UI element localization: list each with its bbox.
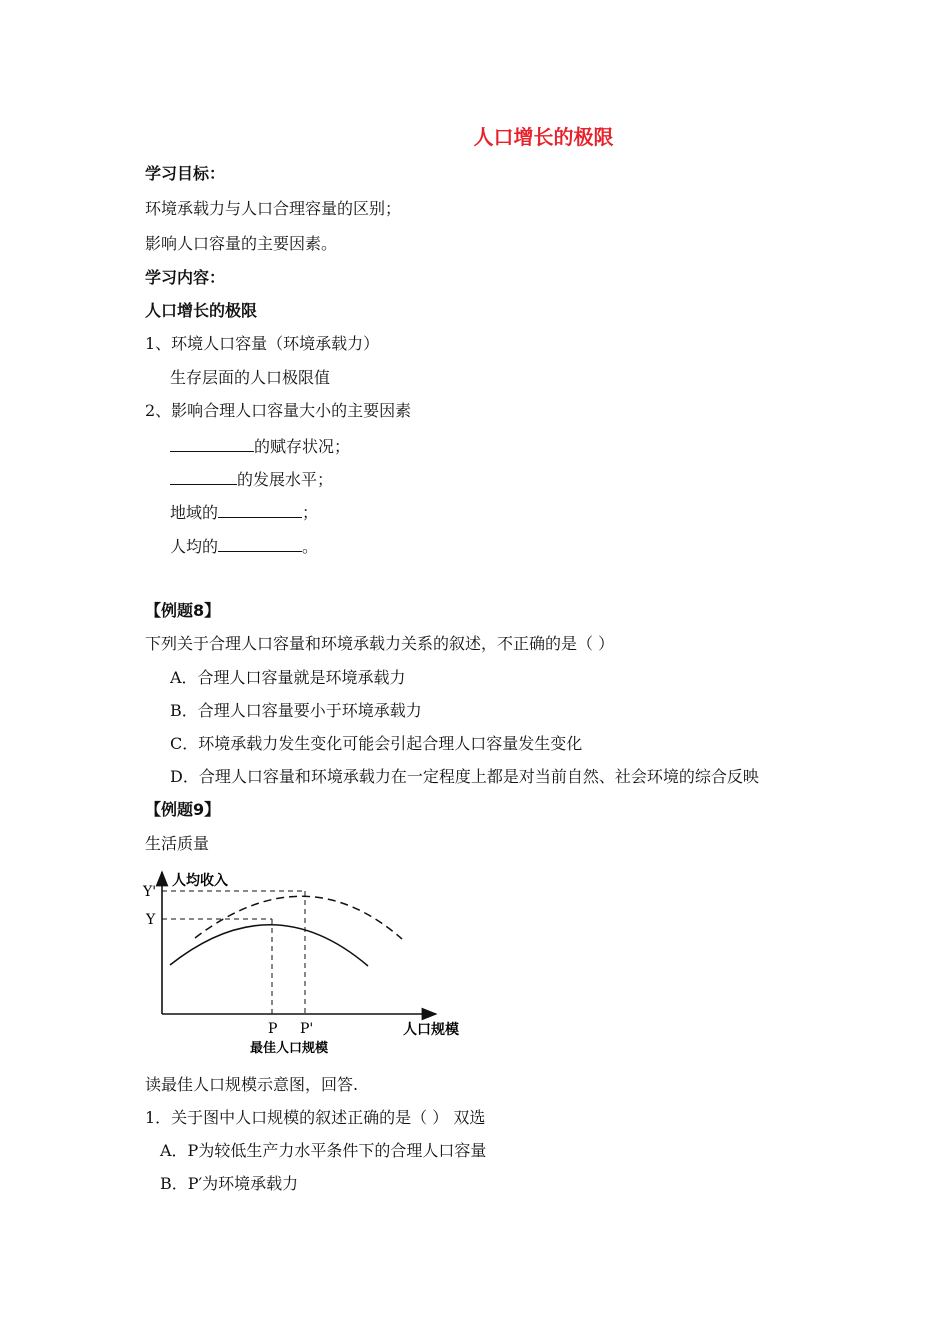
y-tick-label: Y xyxy=(146,912,156,928)
factor-suffix: 的发展水平； xyxy=(237,470,334,489)
option-d: D．合理人口容量和环境承载力在一定程度上都是对当前自然、社会环境的综合反映 xyxy=(170,767,759,786)
figure-caption: 最佳人口规模 xyxy=(250,1041,329,1056)
example-9-question: 1．关于图中人口规模的叙述正确的是（ ） 双选 xyxy=(145,1108,486,1127)
objectives-heading: 学习目标： xyxy=(145,164,226,183)
item-1-sub: 生存层面的人口极限值 xyxy=(170,368,331,387)
x-tick-label: P' xyxy=(300,1021,314,1037)
page-title: 人口增长的极限 xyxy=(473,125,614,149)
option-a: A．P为较低生产力水平条件下的合理人口容量 xyxy=(160,1141,487,1160)
option-c: C．环境承载力发生变化可能会引起合理人口容量发生变化 xyxy=(170,734,583,753)
factor-prefix: 地域的 xyxy=(170,503,219,522)
objective-item: 影响人口容量的主要因素。 xyxy=(145,234,338,253)
option-b: B．P′为环境承载力 xyxy=(160,1174,299,1193)
example-8-question: 下列关于合理人口容量和环境承载力关系的叙述，不正确的是（ ） xyxy=(145,634,615,653)
example-9-instruction: 读最佳人口规模示意图，回答. xyxy=(145,1075,359,1094)
factor-line xyxy=(170,535,318,557)
example-8-label: 【例题8】 xyxy=(145,601,221,620)
item-2: 2、影响合理人口容量大小的主要因素 xyxy=(145,401,412,420)
x-axis-label: 人口规模 xyxy=(403,1022,459,1038)
section-title: 人口增长的极限 xyxy=(145,301,258,320)
y-tick-label: Y' xyxy=(143,884,157,900)
factor-suffix: 的赋存状况； xyxy=(254,437,351,456)
y-axis-label: 人均收入 xyxy=(172,873,228,889)
example-9-label: 【例题9】 xyxy=(145,800,221,819)
fill-blank xyxy=(218,535,302,552)
fill-blank xyxy=(218,501,302,518)
factor-suffix: ； xyxy=(302,503,319,522)
example-9-intro: 生活质量 xyxy=(145,834,210,853)
option-b: B．合理人口容量要小于环境承载力 xyxy=(170,701,422,720)
fill-blank xyxy=(170,468,237,485)
option-a: A．合理人口容量就是环境承载力 xyxy=(170,668,406,687)
low-productivity-curve xyxy=(170,925,368,966)
content-heading: 学习内容： xyxy=(145,268,226,287)
item-1: 1、环境人口容量（环境承载力） xyxy=(145,334,380,353)
objective-item: 环境承载力与人口合理容量的区别； xyxy=(145,199,402,218)
factor-suffix: 。 xyxy=(302,537,319,556)
fill-blank xyxy=(170,435,254,452)
x-tick-label: P xyxy=(268,1021,278,1037)
factor-line xyxy=(170,501,318,523)
optimal-population-diagram xyxy=(140,866,470,1056)
factor-line xyxy=(170,435,350,457)
factor-line xyxy=(170,468,333,490)
factor-prefix: 人均的 xyxy=(170,537,219,556)
